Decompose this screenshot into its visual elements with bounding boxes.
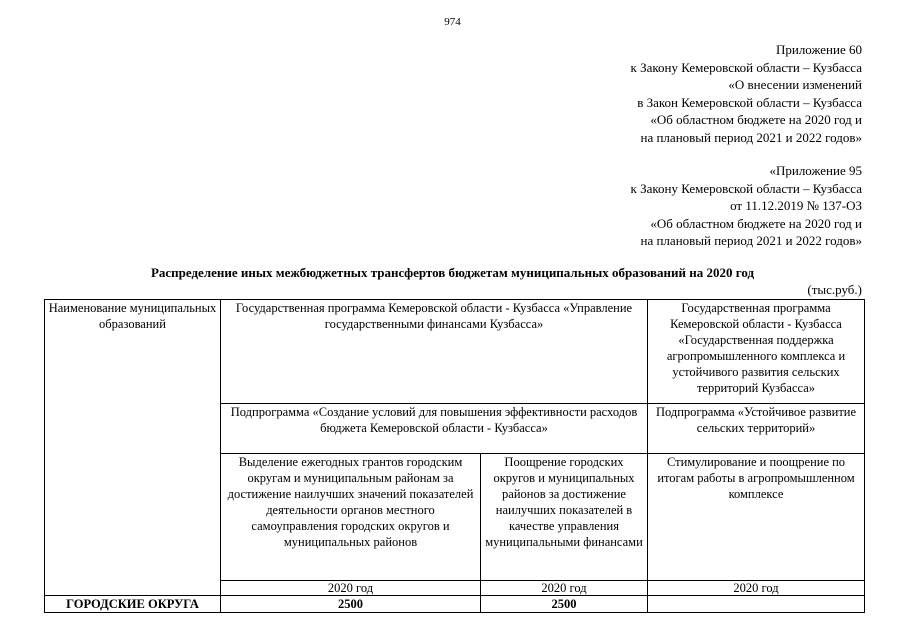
row-value: 2500 — [481, 596, 648, 613]
units-label: (тыс.руб.) — [807, 282, 862, 297]
appendix-line: на плановый период 2021 и 2022 годов» — [640, 129, 862, 145]
header-program-agro: Государственная программа Кемеровской области - Кузбасса «Государственная поддержка агропромышленного комплекса и устойчивого развития сельских территорий Кузбасса» — [648, 300, 865, 404]
header-item-agro: Стимулирование и поощрение по итогам работы в агропромышленном комплексе — [648, 454, 865, 581]
header-item-grants: Выделение ежегодных грантов городским округам и муниципальным районам за достижение наилучших значений показателей деятельности органов местного самоуправления городских округов и муниципальных районов — [221, 454, 481, 581]
appendix-line: «Об областном бюджете на 2020 год и — [650, 215, 862, 231]
appendix-line: «О внесении изменений — [728, 77, 862, 93]
header-year: 2020 год — [648, 581, 865, 596]
header-program-finance: Государственная программа Кемеровской области - Кузбасса «Управление государственными финансами Кузбасса» — [221, 300, 648, 404]
row-value: 2500 — [221, 596, 481, 613]
appendix-line: от 11.12.2019 № 137-ОЗ — [730, 198, 862, 214]
appendix-line: к Закону Кемеровской области – Кузбасса — [630, 180, 862, 196]
header-row-programs — [45, 300, 865, 404]
row-value — [648, 596, 865, 613]
transfers-table — [44, 299, 865, 613]
appendix-line: на плановый период 2021 и 2022 годов» — [640, 233, 862, 249]
header-item-encouragement: Поощрение городских округов и муниципальных районов за достижение наилучших показателей в качестве управления муниципальными финансами — [481, 454, 648, 581]
header-subprogram-agro: Подпрограмма «Устойчивое развитие сельских территорий» — [648, 404, 865, 454]
appendix-line: «Приложение 95 — [769, 163, 862, 178]
appendix-line: Приложение 60 — [775, 42, 862, 57]
table-row — [45, 596, 865, 613]
header-year: 2020 год — [481, 581, 648, 596]
appendix-line: к Закону Кемеровской области – Кузбасса — [630, 59, 862, 75]
appendix-header-60 — [631, 41, 863, 147]
appendix-line: «Об областном бюджете на 2020 год и — [650, 112, 862, 128]
appendix-header-95 — [631, 162, 863, 250]
header-municipality: Наименование муниципальных образований — [45, 300, 221, 596]
header-subprogram-finance: Подпрограмма «Создание условий для повышения эффективности расходов бюджета Кемеровской области - Кузбасса» — [221, 404, 648, 454]
page-number: 974 — [444, 16, 461, 28]
appendix-line: в Закон Кемеровской области – Кузбасса — [637, 94, 862, 110]
header-year: 2020 год — [221, 581, 481, 596]
document-title: Распределение иных межбюджетных трансфертов бюджетам муниципальных образований на 2020 год — [150, 265, 755, 280]
row-name: ГОРОДСКИЕ ОКРУГА — [45, 596, 221, 613]
